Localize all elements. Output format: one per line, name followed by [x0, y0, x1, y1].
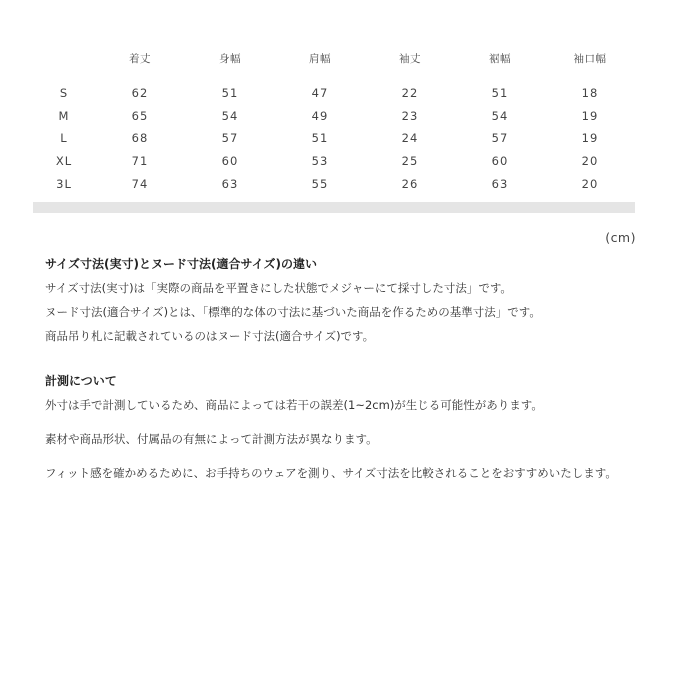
- unit-label: (cm): [605, 230, 636, 245]
- size-table: [33, 44, 635, 195]
- table-cell: 24: [401, 131, 419, 146]
- size-label: M: [58, 108, 70, 123]
- section-size-difference: [45, 252, 640, 348]
- header-length: 着丈: [129, 52, 151, 65]
- size-label: S: [59, 86, 69, 101]
- table-cell: 71: [131, 154, 149, 169]
- section-measurement-note: [45, 427, 640, 451]
- table-cell: 68: [131, 131, 149, 146]
- table-cell: 62: [131, 86, 149, 101]
- table-cell: 26: [401, 176, 419, 191]
- section-heading: サイズ寸法(実寸)とヌード寸法(適合サイズ)の違い: [45, 257, 318, 271]
- table-cell: 63: [221, 176, 239, 191]
- paragraph-line: 外寸は手で計測しているため、商品によっては若干の誤差(1~2cm)が生じる可能性があります。: [45, 398, 543, 412]
- paragraph-line: ヌード寸法(適合サイズ)とは、「標準的な体の寸法に基づいた商品を作るための基準寸法」です。: [45, 305, 541, 319]
- table-divider-bar: [33, 202, 635, 213]
- table-cell: 60: [491, 154, 509, 169]
- table-cell: 54: [491, 108, 509, 123]
- paragraph-line: 商品吊り札に記載されているのはヌード寸法(適合サイズ)です。: [45, 329, 375, 343]
- table-cell: 60: [221, 154, 239, 169]
- table-cell: 23: [401, 108, 419, 123]
- header-cuff-width: 袖口幅: [573, 52, 607, 65]
- table-cell: 63: [491, 176, 509, 191]
- table-cell: 49: [311, 108, 329, 123]
- table-cell: 19: [581, 131, 599, 146]
- size-label: XL: [55, 154, 73, 169]
- header-cell-blank: [33, 44, 95, 72]
- section-fit-advice: [45, 464, 640, 482]
- table-cell: 51: [221, 86, 239, 101]
- size-label: 3L: [56, 176, 72, 191]
- table-cell: 51: [491, 86, 509, 101]
- header-body-width: 身幅: [219, 52, 241, 65]
- table-cell: 53: [311, 154, 329, 169]
- table-cell: 18: [581, 86, 599, 101]
- table-row: [33, 127, 635, 150]
- paragraph-line: フィット感を確かめるために、お手持ちのウェアを測り、サイズ寸法を比較されることをおすすめいたします。: [45, 466, 617, 480]
- header-hem-width: 裾幅: [489, 52, 511, 65]
- table-row: [33, 105, 635, 128]
- table-cell: 20: [581, 154, 599, 169]
- table-cell: 20: [581, 176, 599, 191]
- section-measurement: [45, 369, 640, 417]
- table-cell: 47: [311, 86, 329, 101]
- section-heading: 計測について: [45, 374, 117, 388]
- paragraph-line: 素材や商品形状、付属品の有無によって計測方法が異なります。: [45, 432, 378, 446]
- header-sleeve-length: 袖丈: [399, 52, 421, 65]
- table-cell: 74: [131, 176, 149, 191]
- table-cell: 57: [221, 131, 239, 146]
- table-row: [33, 172, 635, 195]
- table-cell: 54: [221, 108, 239, 123]
- table-cell: 55: [311, 176, 329, 191]
- table-cell: 57: [491, 131, 509, 146]
- header-shoulder-width: 肩幅: [309, 52, 331, 65]
- paragraph-line: サイズ寸法(実寸)は「実際の商品を平置きにした状態でメジャーにて採寸した寸法」です。: [45, 281, 512, 295]
- header-spacer: [33, 72, 635, 82]
- table-cell: 65: [131, 108, 149, 123]
- table-cell: 19: [581, 108, 599, 123]
- table-cell: 22: [401, 86, 419, 101]
- table-row: [33, 150, 635, 173]
- table-cell: 51: [311, 131, 329, 146]
- table-cell: 25: [401, 154, 419, 169]
- table-header-row: [33, 44, 635, 72]
- size-label: L: [60, 131, 68, 146]
- table-row: [33, 82, 635, 105]
